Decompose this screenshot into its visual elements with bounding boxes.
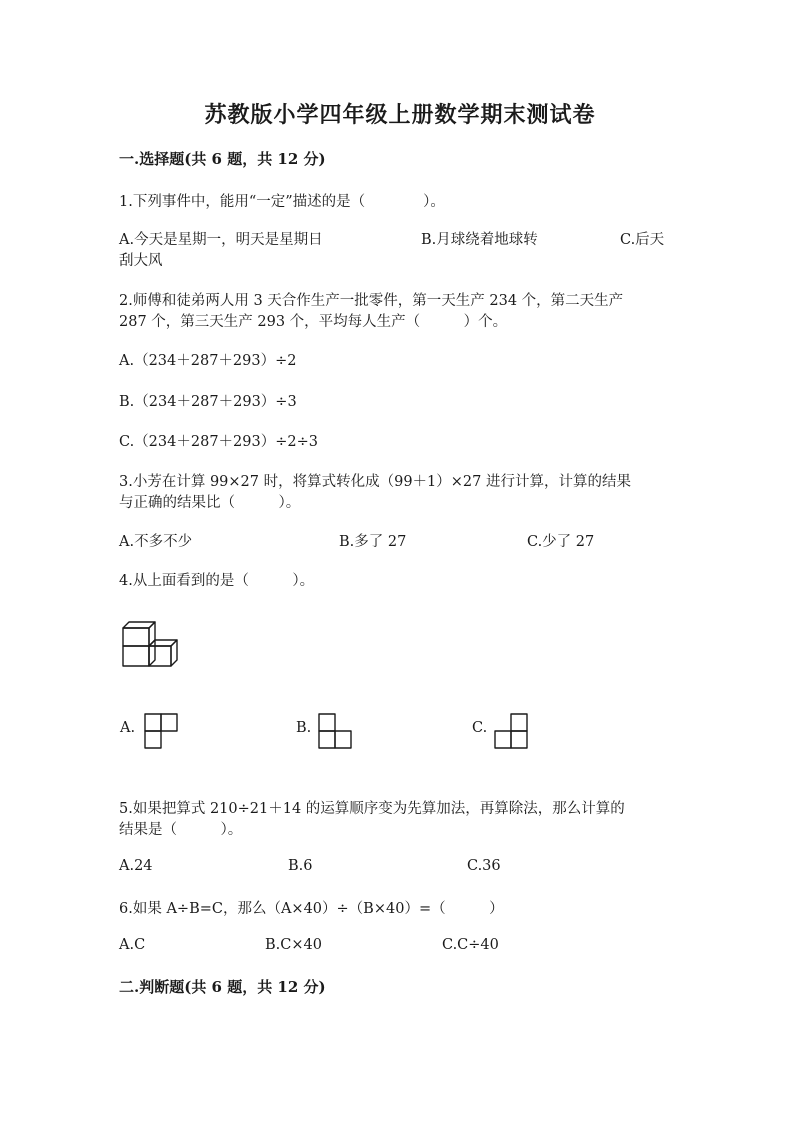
question-2-option-c: C.（234＋287＋293）÷2÷3 xyxy=(119,434,318,450)
question-3-stem-line-2: 与正确的结果比（ ）。 xyxy=(119,495,301,511)
question-6-stem: 6.如果 A÷B=C，那么（A×40）÷（B×40）=（ ） xyxy=(119,901,504,917)
question-3-option-b: B.多了 27 xyxy=(339,534,407,550)
question-1-option-c-continued: 刮大风 xyxy=(119,253,163,269)
question-6-option-a: A.C xyxy=(119,937,146,953)
question-3-option-c: C.少了 27 xyxy=(527,534,595,550)
question-3-option-a: A.不多不少 xyxy=(119,534,193,550)
section-heading-choice: 一.选择题(共 6 题，共 12 分) xyxy=(119,150,326,168)
question-5-option-b: B.6 xyxy=(288,858,313,874)
page-title: 苏教版小学四年级上册数学期末测试卷 xyxy=(204,102,596,128)
question-4-option-b: B. xyxy=(296,720,312,736)
question-5-stem-line-1: 5.如果把算式 210÷21＋14 的运算顺序变为先算加法，再算除法，那么计算的 xyxy=(119,801,625,817)
question-5-option-a: A.24 xyxy=(119,858,153,874)
question-1-option-c: C.后天 xyxy=(620,232,665,248)
question-5-stem-line-2: 结果是（ ）。 xyxy=(119,822,243,838)
section-heading-judgment: 二.判断题(共 6 题，共 12 分) xyxy=(119,978,326,996)
question-6-option-c: C.C÷40 xyxy=(442,937,499,953)
question-4-option-a: A. xyxy=(120,720,136,736)
question-6-option-b: B.C×40 xyxy=(265,937,322,953)
question-3-stem-line-1: 3.小芳在计算 99×27 时，将算式转化成（99＋1）×27 进行计算，计算的结果 xyxy=(119,474,631,490)
top-view-option-a-icon xyxy=(144,713,178,749)
top-view-option-c-icon xyxy=(494,713,528,749)
question-2-stem-line-2: 287 个，第三天生产 293 个，平均每人生产（ ）个。 xyxy=(119,314,508,330)
question-2-option-a: A.（234＋287＋293）÷2 xyxy=(119,353,297,369)
question-4-option-c: C. xyxy=(472,720,488,736)
question-5-option-c: C.36 xyxy=(467,858,501,874)
question-1-option-a: A.今天是星期一，明天是星期日 xyxy=(119,232,323,248)
question-2-stem-line-1: 2.师傅和徒弟两人用 3 天合作生产一批零件，第一天生产 234 个，第二天生产 xyxy=(119,293,624,309)
question-1-stem: 1.下列事件中，能用“一定”描述的是（ ）。 xyxy=(119,194,445,210)
question-4-stem: 4.从上面看到的是（ ）。 xyxy=(119,573,315,589)
question-1-option-b: B.月球绕着地球转 xyxy=(421,232,538,248)
stacked-cubes-figure xyxy=(119,620,181,668)
top-view-option-b-icon xyxy=(318,713,352,749)
question-2-option-b: B.（234＋287＋293）÷3 xyxy=(119,394,297,410)
